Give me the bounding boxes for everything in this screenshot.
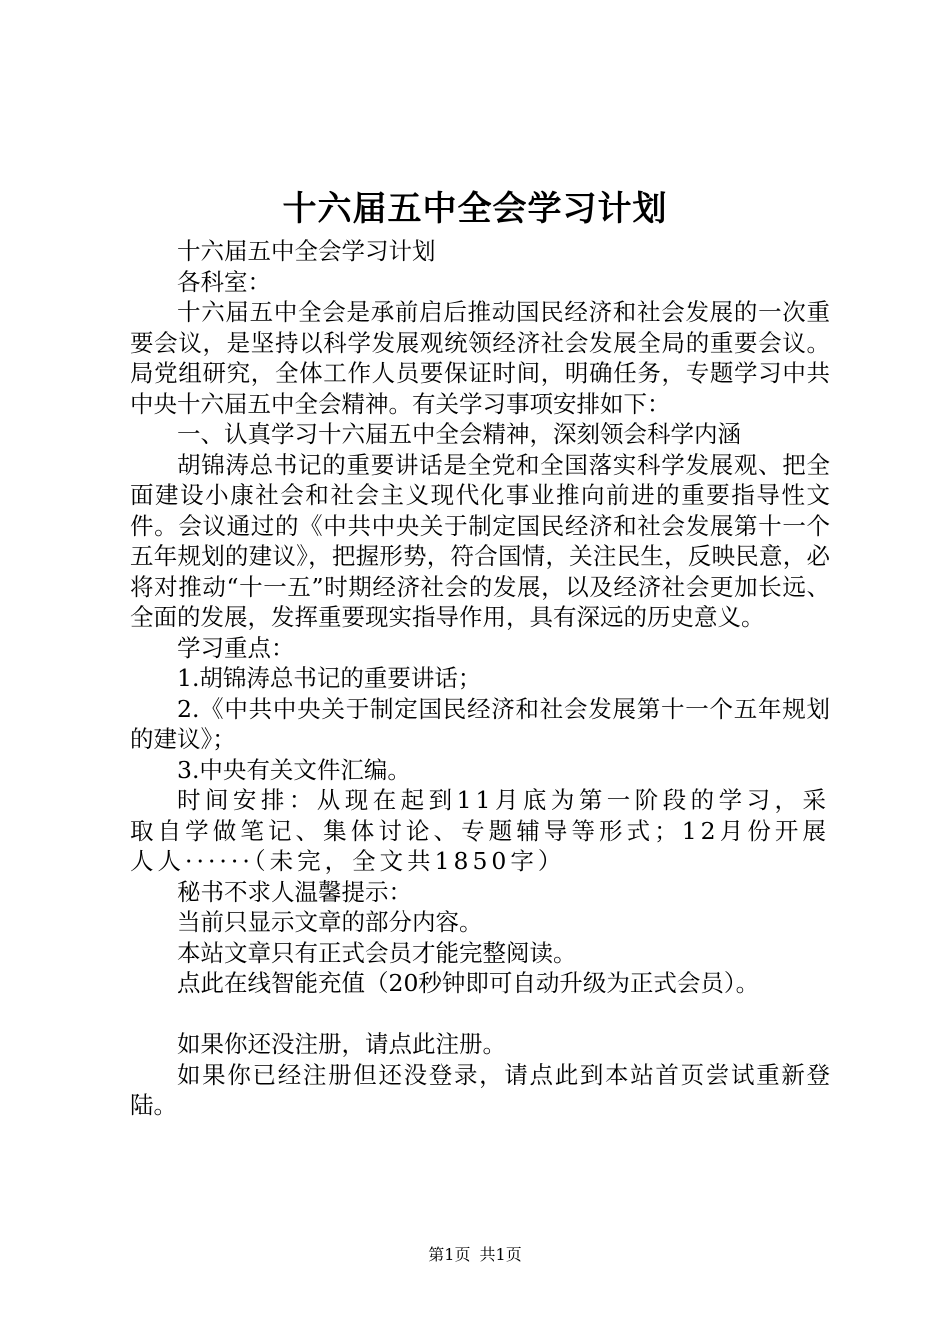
document-body	[130, 236, 830, 1121]
tip-heading: 秘书不求人温馨提示：	[177, 877, 412, 906]
blank-line	[130, 999, 830, 1030]
study-item-1: 1.胡锦涛总书记的重要讲话；	[177, 664, 482, 692]
salutation: 各科室：	[177, 267, 271, 296]
study-focus-heading: 学习重点：	[177, 633, 295, 662]
recharge-link[interactable]: 点此在线智能充值（20秒钟即可自动升级为正式会员）。	[177, 969, 760, 997]
body-paragraph: 胡锦涛总书记的重要讲话是全党和全国落实科学发展观、把全面建设小康社会和社会主义现代化事业推向前进的重要指导性文件。会议通过的《中共中央关于制定国民经济和社会发展第十一个五年规划的建议》，把握形势，符合国情，关注民生，反映民意，必将对推动“十一五”时期经济社会的发展，以及经济社会更加长远、全面的发展，发挥重要现实指导作用，具有深远的历史意义。	[130, 450, 830, 631]
study-item-3: 3.中央有关文件汇编。	[177, 755, 411, 784]
page-title: 十六届五中全会学习计划	[282, 189, 668, 229]
tip-partial-content: 当前只显示文章的部分内容。	[177, 908, 483, 936]
schedule-paragraph: 时间安排：从现在起到11月底为第一阶段的学习，采取自学做笔记、集体讨论、专题辅导等形式；12月份开展人人······（未完，全文共1850字）	[130, 786, 830, 875]
intro-paragraph: 十六届五中全会是承前启后推动国民经济和社会发展的一次重要会议，是坚持以科学发展观统领经济社会发展全局的重要会议。局党组研究，全体工作人员要保证时间，明确任务，专题学习中共中央十六届五中全会精神。有关学习事项安排如下：	[130, 298, 830, 418]
login-link[interactable]: 如果你已经注册但还没登录，请点此到本站首页尝试重新登陆。	[130, 1060, 830, 1119]
section-heading: 一、认真学习十六届五中全会精神，深刻领会科学内涵	[177, 420, 741, 448]
study-item-2: 2.《中共中央关于制定国民经济和社会发展第十一个五年规划的建议》；	[130, 694, 830, 753]
subtitle-line: 十六届五中全会学习计划	[177, 237, 436, 265]
register-link[interactable]: 如果你还没注册，请点此注册。	[177, 1030, 506, 1058]
tip-members-only: 本站文章只有正式会员才能完整阅读。	[177, 938, 577, 967]
page-footer: 第1页 共1页	[428, 1245, 522, 1264]
